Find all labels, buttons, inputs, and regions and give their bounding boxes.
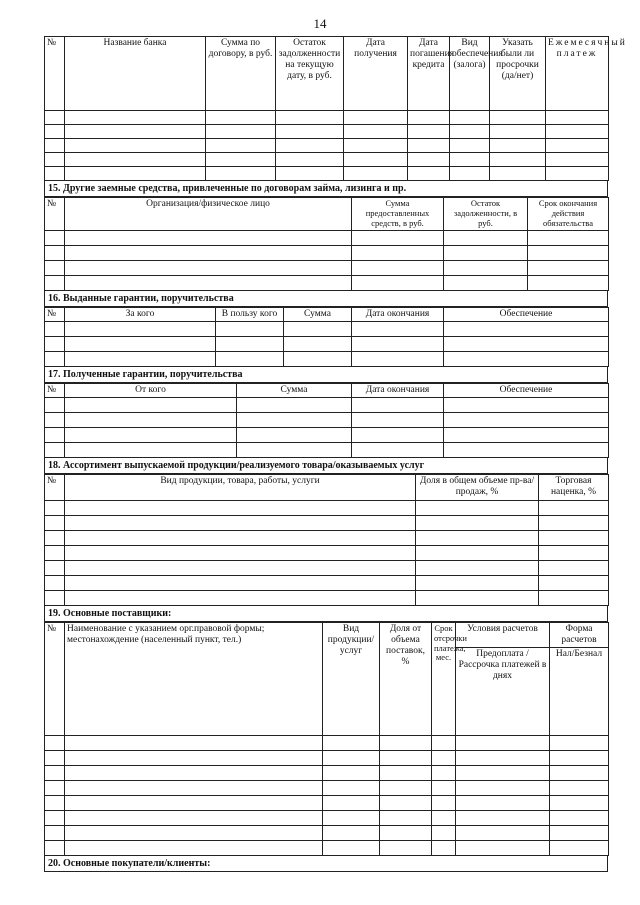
blank-cell[interactable] (432, 825, 456, 840)
blank-cell[interactable] (45, 501, 65, 516)
col-header: Дата погашения кредита (408, 37, 450, 111)
blank-cell[interactable] (65, 337, 216, 352)
blank-cell[interactable] (206, 153, 276, 167)
col-header: № (45, 37, 65, 111)
col-header: Дата окончания (352, 384, 444, 398)
blank-cell[interactable] (276, 153, 344, 167)
blank-cell[interactable] (546, 153, 609, 167)
blank-cell[interactable] (432, 750, 456, 765)
blank-cell[interactable] (45, 546, 65, 561)
blank-cell[interactable] (65, 810, 323, 825)
blank-cell[interactable] (450, 167, 490, 181)
blank-cell[interactable] (65, 546, 416, 561)
blank-cell[interactable] (408, 167, 450, 181)
blank-cell[interactable] (444, 443, 609, 458)
blank-cell[interactable] (206, 167, 276, 181)
col-header: Остаток задолженности на текущую дату, в руб. (276, 37, 344, 111)
table-row (45, 795, 609, 810)
blank-cell[interactable] (65, 795, 323, 810)
col-header: Форма расчетов (550, 623, 609, 648)
col-header: Указать были ли просрочки (да/нет) (490, 37, 546, 111)
blank-cell[interactable] (380, 810, 432, 825)
blank-cell[interactable] (276, 125, 344, 139)
table-row (45, 413, 609, 428)
table-row (45, 516, 609, 531)
blank-cell[interactable] (408, 111, 450, 125)
blank-cell[interactable] (45, 825, 65, 840)
blank-cell[interactable] (456, 795, 550, 810)
blank-cell[interactable] (416, 546, 539, 561)
received-guarantees-table (44, 383, 609, 458)
blank-cell[interactable] (352, 352, 444, 367)
section-title: 17. Полученные гарантии, поручительства (44, 367, 608, 383)
blank-cell[interactable] (352, 413, 444, 428)
col-header: Организация/физическое лицо (65, 198, 352, 231)
blank-cell[interactable] (456, 780, 550, 795)
blank-cell[interactable] (539, 516, 609, 531)
blank-cell[interactable] (490, 139, 546, 153)
table-row (45, 276, 609, 291)
col-header: От кого (65, 384, 237, 398)
section-title: 20. Основные покупатели/клиенты: (44, 856, 608, 872)
blank-cell[interactable] (276, 139, 344, 153)
table-row (45, 840, 609, 855)
blank-cell[interactable] (65, 352, 216, 367)
col-subheader: Нал/Безнал (550, 647, 609, 735)
blank-cell[interactable] (45, 443, 65, 458)
blank-cell[interactable] (45, 276, 65, 291)
blank-cell[interactable] (45, 780, 65, 795)
product-range-table (44, 474, 609, 606)
col-header: Вид обеспечения (залога) (450, 37, 490, 111)
blank-cell[interactable] (65, 591, 416, 606)
blank-cell[interactable] (65, 413, 237, 428)
blank-cell[interactable] (65, 840, 323, 855)
blank-cell[interactable] (65, 561, 416, 576)
blank-cell[interactable] (550, 765, 609, 780)
table-row (45, 750, 609, 765)
blank-cell[interactable] (45, 153, 65, 167)
blank-cell[interactable] (550, 825, 609, 840)
blank-cell[interactable] (550, 735, 609, 750)
col-header: Вид продукции, товара, работы, услуги (65, 475, 416, 501)
blank-cell[interactable] (65, 246, 352, 261)
blank-cell[interactable] (539, 561, 609, 576)
col-header: Дата окончания (352, 308, 444, 322)
blank-cell[interactable] (550, 780, 609, 795)
blank-cell[interactable] (65, 276, 352, 291)
blank-cell[interactable] (444, 276, 528, 291)
other-borrowings-table (44, 197, 609, 291)
blank-cell[interactable] (284, 337, 352, 352)
col-header: № (45, 623, 65, 736)
blank-cell[interactable] (45, 531, 65, 546)
blank-cell[interactable] (490, 167, 546, 181)
table-row (45, 231, 609, 246)
blank-cell[interactable] (416, 591, 539, 606)
blank-cell[interactable] (284, 352, 352, 367)
col-header: Условия расчетов (456, 623, 550, 648)
blank-cell[interactable] (45, 231, 65, 246)
blank-cell[interactable] (45, 428, 65, 443)
blank-cell[interactable] (456, 810, 550, 825)
blank-cell[interactable] (45, 337, 65, 352)
blank-cell[interactable] (45, 261, 65, 276)
blank-cell[interactable] (45, 765, 65, 780)
section-title: 18. Ассортимент выпускаемой продукции/реализуемого товара/оказываемых услуг (44, 458, 608, 474)
col-header: Обеспечение (444, 308, 609, 322)
blank-cell[interactable] (65, 428, 237, 443)
blank-cell[interactable] (344, 153, 408, 167)
col-header: № (45, 198, 65, 231)
table-header-row (45, 37, 609, 111)
blank-cell[interactable] (352, 443, 444, 458)
blank-cell[interactable] (206, 111, 276, 125)
col-header: Срок отсрочки платежа, мес. (432, 623, 456, 736)
blank-cell[interactable] (65, 576, 416, 591)
blank-cell[interactable] (45, 398, 65, 413)
blank-cell[interactable] (45, 561, 65, 576)
table-header-row (45, 198, 609, 231)
blank-cell[interactable] (45, 413, 65, 428)
col-header: № (45, 384, 65, 398)
section-title: 15. Другие заемные средства, привлеченные по договорам займа, лизинга и пр. (44, 181, 608, 197)
blank-cell[interactable] (237, 443, 352, 458)
blank-cell[interactable] (432, 810, 456, 825)
table-row (45, 125, 609, 139)
blank-cell[interactable] (444, 322, 609, 337)
blank-cell[interactable] (539, 591, 609, 606)
blank-cell[interactable] (45, 111, 65, 125)
blank-cell[interactable] (444, 398, 609, 413)
blank-cell[interactable] (450, 125, 490, 139)
table-row (45, 591, 609, 606)
blank-cell[interactable] (408, 139, 450, 153)
blank-cell[interactable] (550, 750, 609, 765)
col-header: Вид продукции/услуг (323, 623, 380, 736)
blank-cell[interactable] (344, 125, 408, 139)
blank-cell[interactable] (323, 840, 380, 855)
blank-cell[interactable] (45, 735, 65, 750)
col-header: В пользу кого (216, 308, 284, 322)
blank-cell[interactable] (237, 428, 352, 443)
blank-cell[interactable] (416, 576, 539, 591)
col-header: № (45, 308, 65, 322)
col-header: Сумма (237, 384, 352, 398)
blank-cell[interactable] (456, 750, 550, 765)
col-header: Сумма (284, 308, 352, 322)
blank-cell[interactable] (444, 246, 528, 261)
blank-cell[interactable] (450, 139, 490, 153)
table-row (45, 246, 609, 261)
table-row (45, 576, 609, 591)
blank-cell[interactable] (216, 352, 284, 367)
blank-cell[interactable] (416, 516, 539, 531)
blank-cell[interactable] (546, 139, 609, 153)
blank-cell[interactable] (550, 795, 609, 810)
blank-cell[interactable] (539, 531, 609, 546)
section-title: 16. Выданные гарантии, поручительства (44, 291, 608, 307)
table-row (45, 735, 609, 750)
blank-cell[interactable] (45, 750, 65, 765)
blank-cell[interactable] (276, 111, 344, 125)
table-row (45, 352, 609, 367)
blank-cell[interactable] (45, 125, 65, 139)
table-row (45, 398, 609, 413)
blank-cell[interactable] (45, 167, 65, 181)
col-header: Сумма по договору, в руб. (206, 37, 276, 111)
col-subheader: Предоплата / Рассрочка платежей в днях (456, 647, 550, 735)
table-row (45, 337, 609, 352)
col-header: За кого (65, 308, 216, 322)
blank-cell[interactable] (456, 825, 550, 840)
col-header: Остаток задолженности, в руб. (444, 198, 528, 231)
table-row (45, 322, 609, 337)
blank-cell[interactable] (528, 246, 609, 261)
blank-cell[interactable] (323, 780, 380, 795)
blank-cell[interactable] (323, 795, 380, 810)
blank-cell[interactable] (45, 246, 65, 261)
table-row (45, 561, 609, 576)
blank-cell[interactable] (65, 125, 206, 139)
blank-cell[interactable] (45, 576, 65, 591)
blank-cell[interactable] (206, 125, 276, 139)
blank-cell[interactable] (65, 735, 323, 750)
blank-cell[interactable] (352, 398, 444, 413)
blank-cell[interactable] (65, 139, 206, 153)
blank-cell[interactable] (490, 125, 546, 139)
blank-cell[interactable] (380, 780, 432, 795)
blank-cell[interactable] (65, 765, 323, 780)
section-title: 19. Основные поставщики: (44, 606, 608, 622)
blank-cell[interactable] (380, 825, 432, 840)
blank-cell[interactable] (444, 428, 609, 443)
blank-cell[interactable] (380, 765, 432, 780)
blank-cell[interactable] (450, 111, 490, 125)
blank-cell[interactable] (206, 139, 276, 153)
blank-cell[interactable] (216, 337, 284, 352)
blank-cell[interactable] (539, 546, 609, 561)
blank-cell[interactable] (65, 398, 237, 413)
blank-cell[interactable] (432, 765, 456, 780)
col-header: № (45, 475, 65, 501)
blank-cell[interactable] (276, 167, 344, 181)
table-row (45, 443, 609, 458)
table-header-row (45, 384, 609, 398)
blank-cell[interactable] (444, 413, 609, 428)
blank-cell[interactable] (237, 398, 352, 413)
table-row (45, 153, 609, 167)
blank-cell[interactable] (432, 840, 456, 855)
blank-cell[interactable] (65, 531, 416, 546)
blank-cell[interactable] (456, 765, 550, 780)
table-row (45, 111, 609, 125)
blank-cell[interactable] (432, 735, 456, 750)
table-row (45, 428, 609, 443)
blank-cell[interactable] (323, 810, 380, 825)
page-number: 14 (313, 16, 327, 31)
blank-cell[interactable] (323, 825, 380, 840)
blank-cell[interactable] (45, 591, 65, 606)
blank-cell[interactable] (444, 261, 528, 276)
blank-cell[interactable] (352, 231, 444, 246)
blank-cell[interactable] (352, 261, 444, 276)
table-row (45, 139, 609, 153)
blank-cell[interactable] (216, 322, 284, 337)
blank-cell[interactable] (380, 795, 432, 810)
col-header: Доля в общем объеме пр-ва/продаж, % (416, 475, 539, 501)
blank-cell[interactable] (380, 735, 432, 750)
suppliers-table (44, 622, 609, 856)
blank-cell[interactable] (65, 322, 216, 337)
table-row (45, 825, 609, 840)
blank-cell[interactable] (456, 840, 550, 855)
table-row (45, 765, 609, 780)
blank-cell[interactable] (344, 139, 408, 153)
blank-cell[interactable] (45, 322, 65, 337)
blank-cell[interactable] (490, 153, 546, 167)
blank-cell[interactable] (323, 735, 380, 750)
col-header: Доля от объема поставок, % (380, 623, 432, 736)
blank-cell[interactable] (65, 780, 323, 795)
table-header-row (45, 475, 609, 501)
blank-cell[interactable] (546, 111, 609, 125)
blank-cell[interactable] (323, 750, 380, 765)
blank-cell[interactable] (539, 501, 609, 516)
col-header: Название банка (65, 37, 206, 111)
table-row (45, 501, 609, 516)
blank-cell[interactable] (528, 231, 609, 246)
blank-cell[interactable] (408, 153, 450, 167)
blank-cell[interactable] (323, 765, 380, 780)
blank-cell[interactable] (352, 276, 444, 291)
blank-cell[interactable] (45, 352, 65, 367)
form-sheet (44, 36, 627, 872)
blank-cell[interactable] (416, 501, 539, 516)
blank-cell[interactable] (284, 322, 352, 337)
blank-cell[interactable] (380, 750, 432, 765)
table-row (45, 261, 609, 276)
blank-cell[interactable] (450, 153, 490, 167)
blank-cell[interactable] (528, 261, 609, 276)
blank-cell[interactable] (45, 810, 65, 825)
blank-cell[interactable] (380, 840, 432, 855)
blank-cell[interactable] (352, 322, 444, 337)
col-header: Дата получения (344, 37, 408, 111)
blank-cell[interactable] (65, 167, 206, 181)
blank-cell[interactable] (237, 413, 352, 428)
col-header: Ежемесячный платеж (546, 37, 609, 111)
blank-cell[interactable] (444, 337, 609, 352)
blank-cell[interactable] (444, 231, 528, 246)
blank-cell[interactable] (352, 246, 444, 261)
blank-cell[interactable] (352, 428, 444, 443)
blank-cell[interactable] (352, 337, 444, 352)
blank-cell[interactable] (65, 443, 237, 458)
blank-cell[interactable] (432, 780, 456, 795)
blank-cell[interactable] (546, 167, 609, 181)
blank-cell[interactable] (539, 576, 609, 591)
blank-cell[interactable] (432, 795, 456, 810)
table-row (45, 546, 609, 561)
table-row (45, 531, 609, 546)
blank-cell[interactable] (550, 840, 609, 855)
col-header: Срок окончания действия обязательства (528, 198, 609, 231)
blank-cell[interactable] (528, 276, 609, 291)
blank-cell[interactable] (65, 501, 416, 516)
blank-cell[interactable] (344, 111, 408, 125)
blank-cell[interactable] (456, 735, 550, 750)
table-header-row (45, 308, 609, 322)
blank-cell[interactable] (444, 352, 609, 367)
blank-cell[interactable] (45, 840, 65, 855)
blank-cell[interactable] (416, 531, 539, 546)
blank-cell[interactable] (65, 111, 206, 125)
blank-cell[interactable] (65, 261, 352, 276)
blank-cell[interactable] (490, 111, 546, 125)
blank-cell[interactable] (65, 750, 323, 765)
col-header: Сумма предоставленных средств, в руб. (352, 198, 444, 231)
col-header: Наименование с указанием орг.правовой формы; местонахождение (населенный пункт, тел.) (65, 623, 323, 736)
blank-cell[interactable] (550, 810, 609, 825)
blank-cell[interactable] (45, 139, 65, 153)
blank-cell[interactable] (344, 167, 408, 181)
table-row (45, 167, 609, 181)
blank-cell[interactable] (65, 231, 352, 246)
blank-cell[interactable] (408, 125, 450, 139)
col-header: Торговая наценка, % (539, 475, 609, 501)
blank-cell[interactable] (65, 516, 416, 531)
blank-cell[interactable] (65, 153, 206, 167)
issued-guarantees-table (44, 307, 609, 367)
table-row (45, 780, 609, 795)
table-header-row (45, 623, 609, 648)
col-header: Обеспечение (444, 384, 609, 398)
blank-cell[interactable] (65, 825, 323, 840)
blank-cell[interactable] (416, 561, 539, 576)
blank-cell[interactable] (45, 795, 65, 810)
blank-cell[interactable] (546, 125, 609, 139)
bank-loans-table (44, 36, 627, 181)
table-row (45, 810, 609, 825)
blank-cell[interactable] (45, 516, 65, 531)
